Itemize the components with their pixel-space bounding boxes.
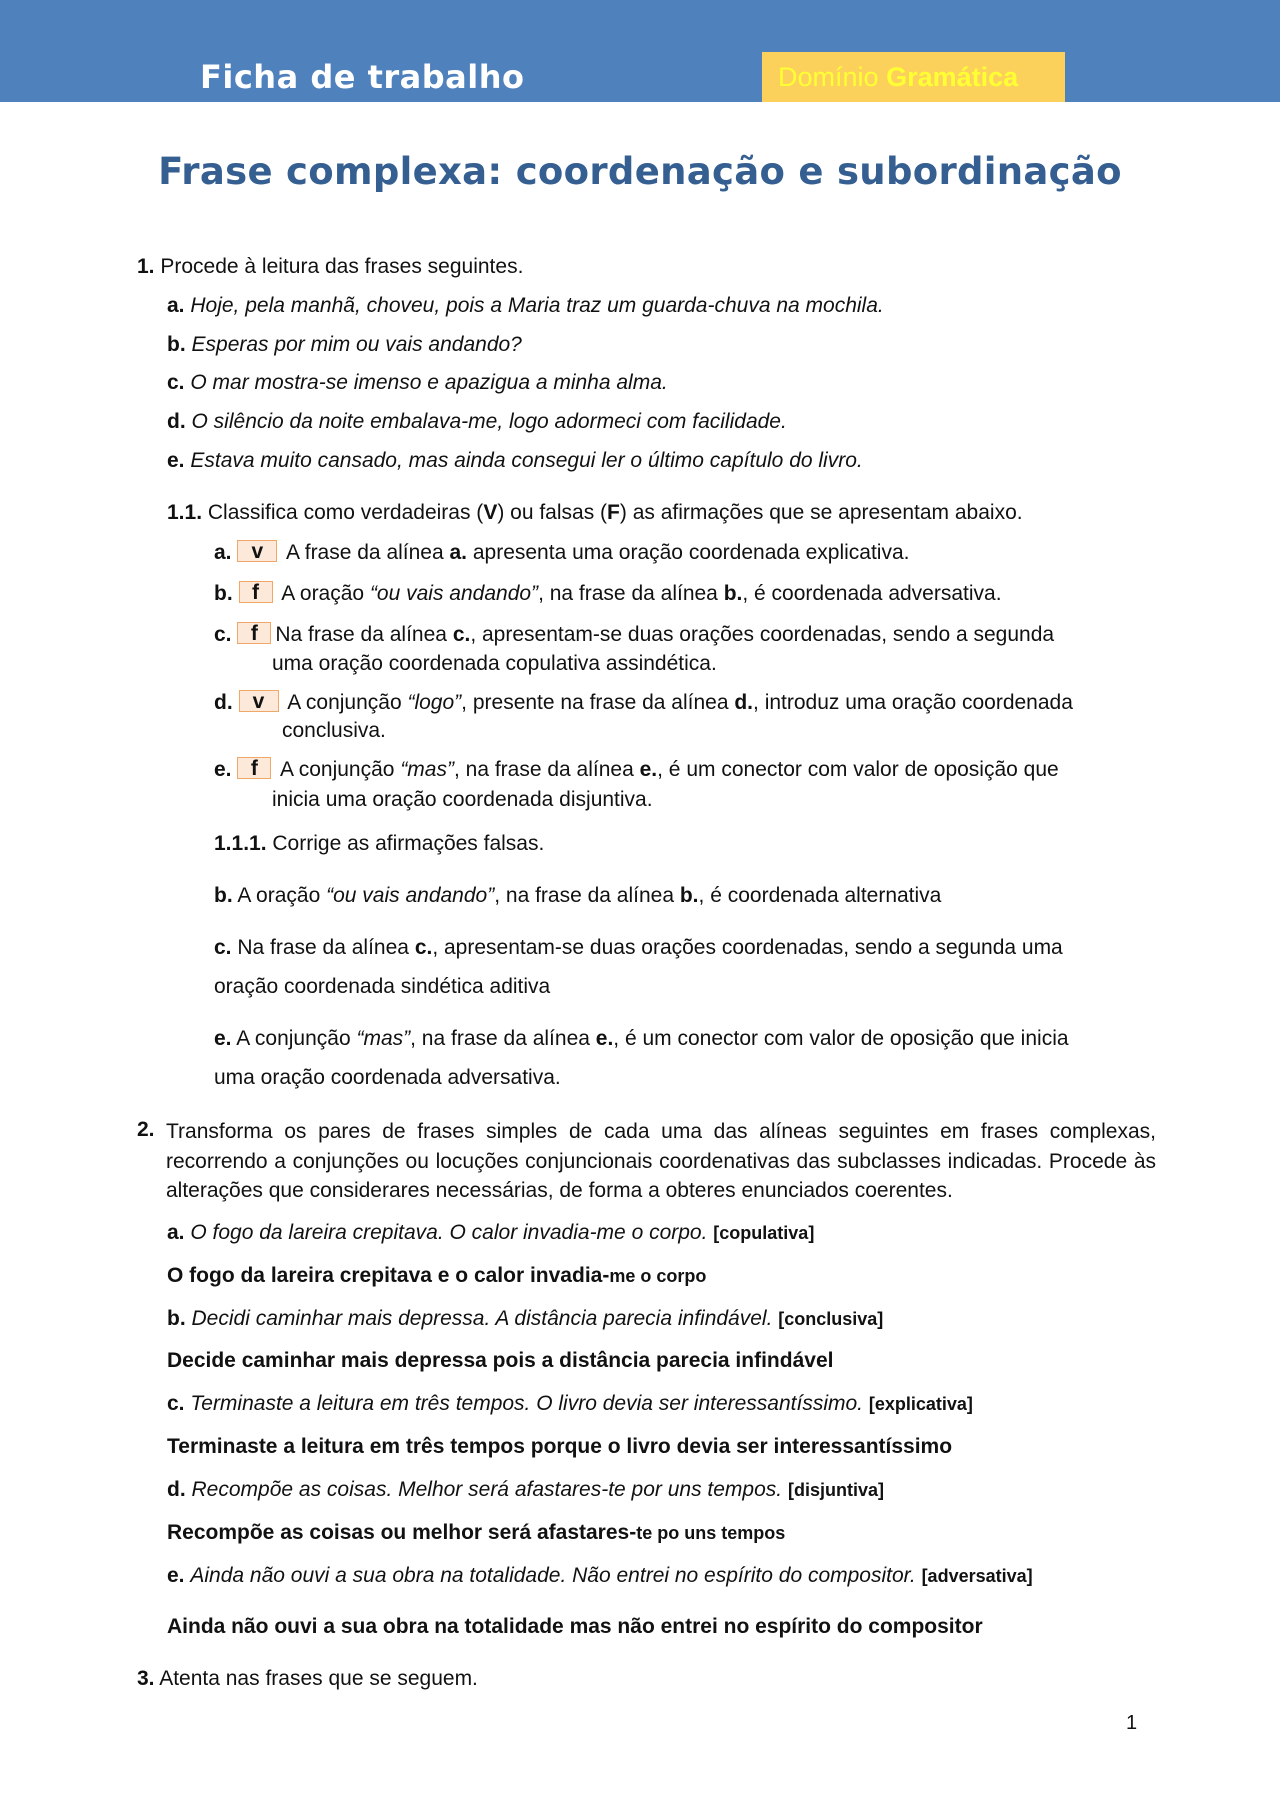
q11-item-d-line2: conclusiva.: [282, 719, 386, 742]
q11-item-c: c. f Na frase da alínea c., apresentam-se duas orações coordenadas, sendo a segunda: [214, 622, 1055, 646]
answer-box[interactable]: f: [239, 581, 273, 603]
answer-box[interactable]: f: [237, 622, 271, 644]
answer-box[interactable]: v: [239, 690, 279, 712]
q2-item-d: d. Recompõe as coisas. Melhor será afastares-te por uns tempos. [disjuntiva]: [167, 1478, 884, 1501]
q1-sentence-d: d. O silêncio da noite embalava-me, logo adormeci com facilidade.: [167, 410, 787, 433]
q1-sentence-a: a. Hoje, pela manhã, choveu, pois a Maria traz um guarda-chuva na mochila.: [167, 294, 884, 317]
domain-badge: [762, 52, 1065, 102]
q2-item-c: c. Terminaste a leitura em três tempos. O livro devia ser interessantíssimo. [explicativa]: [167, 1392, 973, 1415]
q111-correction-e-line2: uma oração coordenada adversativa.: [214, 1066, 561, 1089]
answer-box[interactable]: f: [237, 757, 271, 779]
q11-item-c-line2: uma oração coordenada copulativa assindética.: [272, 652, 717, 675]
q2-answer-c: Terminaste a leitura em três tempos porque o livro devia ser interessantíssimo: [167, 1435, 953, 1458]
q2-item-a: a. O fogo da lareira crepitava. O calor invadia-me o corpo. [copulativa]: [167, 1221, 815, 1244]
q2-prompt: Transforma os pares de frases simples de cada uma das alíneas seguintes em frases complexas, recorrendo a conjunções ou locuções conjuncionais coordenativas das subclasses indicadas. Procede às alterações que considerares necessárias, de forma a obteres enunciados coerentes.: [166, 1120, 1156, 1202]
q111-correction-b: b. A oração “ou vais andando”, na frase da alínea b., é coordenada alternativa: [214, 884, 942, 907]
q2-answer-e: Ainda não ouvi a sua obra na totalidade mas não entrei no espírito do compositor: [167, 1615, 983, 1638]
domain-prefix: Domínio: [778, 62, 879, 92]
q2-item-e: e. Ainda não ouvi a sua obra na totalidade. Não entrei no espírito do compositor. [adversativa]: [167, 1564, 1033, 1587]
q2-number: 2.: [137, 1118, 155, 1141]
answer-box[interactable]: v: [237, 540, 277, 562]
header-bar: [0, 0, 1280, 102]
q1-sentence-b: b. Esperas por mim ou vais andando?: [167, 333, 522, 356]
q2-item-b: b. Decidi caminhar mais depressa. A distância parecia infindável. [conclusiva]: [167, 1307, 884, 1330]
q3-prompt: 3. Atenta nas frases que se seguem.: [137, 1667, 478, 1690]
q1-sentence-e: e. Estava muito cansado, mas ainda consegui ler o último capítulo do livro.: [167, 449, 863, 472]
q111-correction-c: c. Na frase da alínea c., apresentam-se duas orações coordenadas, sendo a segunda uma: [214, 936, 1063, 959]
q2-answer-a: O fogo da lareira crepitava e o calor invadia-me o corpo: [167, 1264, 707, 1287]
q11-item-e-line2: inicia uma oração coordenada disjuntiva.: [272, 788, 653, 811]
q1-sentence-c: c. O mar mostra-se imenso e apazigua a minha alma.: [167, 371, 668, 394]
q11-item-b: b. f A oração “ou vais andando”, na frase da alínea b., é coordenada adversativa.: [214, 581, 1002, 605]
worksheet-title: Ficha de trabalho: [200, 58, 525, 96]
q1-prompt: 1. Procede à leitura das frases seguintes.: [137, 255, 524, 278]
q111-correction-e: e. A conjunção “mas”, na frase da alínea e., é um conector com valor de oposição que inicia: [214, 1027, 1069, 1050]
q111-prompt: 1.1.1. Corrige as afirmações falsas.: [214, 832, 545, 855]
q11-prompt: 1.1. Classifica como verdadeiras (V) ou falsas (F) as afirmações que se apresentam abaixo.: [167, 501, 1023, 524]
q11-item-a: a. v A frase da alínea a. apresenta uma oração coordenada explicativa.: [214, 540, 910, 564]
q11-item-e: e. f A conjunção “mas”, na frase da alínea e., é um conector com valor de oposição que: [214, 757, 1059, 781]
q11-item-d: d. v A conjunção “logo”, presente na frase da alínea d., introduz uma oração coordenada: [214, 690, 1073, 714]
page-number: 1: [1126, 1712, 1138, 1734]
q2-answer-d: Recompõe as coisas ou melhor será afastares-te po uns tempos: [167, 1521, 786, 1544]
q2-answer-b: Decide caminhar mais depressa pois a distância parecia infindável: [167, 1349, 834, 1372]
q111-correction-c-line2: oração coordenada sindética aditiva: [214, 975, 551, 998]
page-title: Frase complexa: coordenação e subordinação: [158, 150, 1122, 193]
domain-name: Gramática: [886, 62, 1019, 92]
